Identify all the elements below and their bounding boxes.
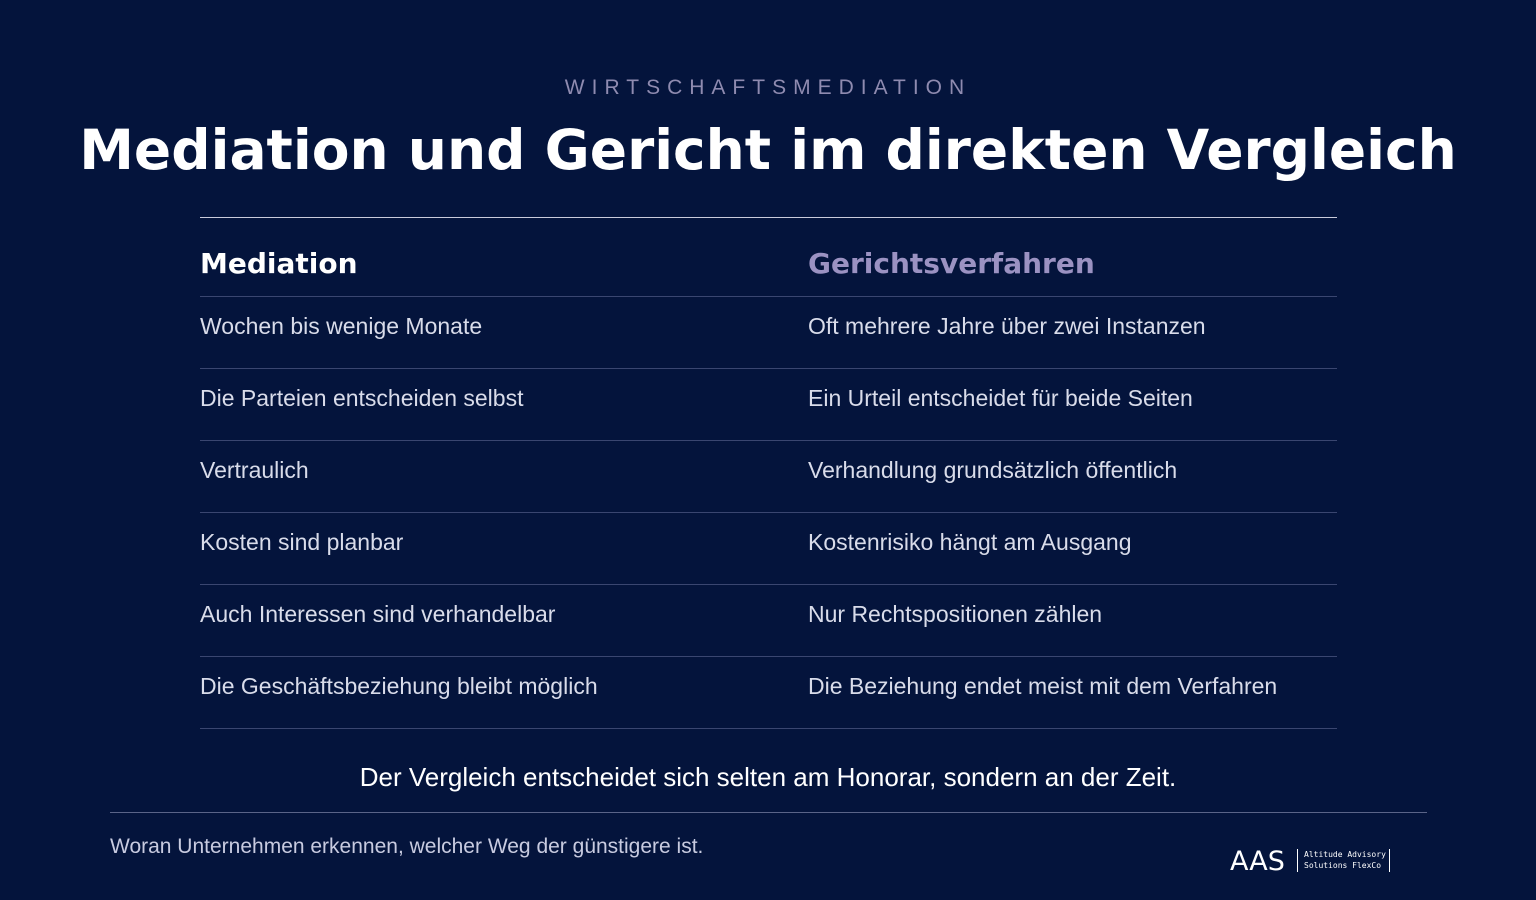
- cell-mediation: Wochen bis wenige Monate: [200, 313, 483, 339]
- logo-line-2: Solutions FlexCo: [1304, 861, 1382, 870]
- cell-court: Oft mehrere Jahre über zwei Instanzen: [808, 313, 1206, 339]
- cell-mediation: Kosten sind planbar: [200, 529, 404, 555]
- logo-wordmark: AAS: [1230, 846, 1285, 877]
- cell-court: Verhandlung grundsätzlich öffentlich: [808, 457, 1178, 483]
- brand-logo: [1230, 846, 1394, 878]
- column-header-court: Gerichtsverfahren: [808, 247, 1095, 280]
- cell-court: Kostenrisiko hängt am Ausgang: [808, 529, 1132, 555]
- cell-court: Die Beziehung endet meist mit dem Verfahren: [808, 673, 1278, 699]
- table-row: [200, 441, 1337, 513]
- table-row: [200, 297, 1337, 369]
- comparison-table: [200, 226, 1337, 729]
- logo-line-1: Altitude Advisory: [1304, 850, 1386, 859]
- table-row: [200, 585, 1337, 657]
- table-row: [200, 369, 1337, 441]
- title-divider: [200, 217, 1337, 218]
- summary-statement: Der Vergleich entscheidet sich selten am Honorar, sondern an der Zeit.: [359, 762, 1177, 792]
- column-header-mediation: Mediation: [200, 247, 358, 280]
- page-title: Mediation und Gericht im direkten Vergleich: [79, 118, 1457, 182]
- cell-mediation: Die Geschäftsbeziehung bleibt möglich: [200, 673, 598, 699]
- cell-mediation: Vertraulich: [200, 457, 309, 483]
- kicker-label: WIRTSCHAFTSMEDIATION: [564, 76, 972, 99]
- table-row: [200, 513, 1337, 585]
- cell-mediation: Die Parteien entscheiden selbst: [200, 385, 524, 411]
- logo-bracket: [1297, 849, 1390, 872]
- footer-divider: [110, 812, 1427, 813]
- footer-caption: Woran Unternehmen erkennen, welcher Weg der günstigere ist.: [110, 835, 704, 858]
- cell-court: Nur Rechtspositionen zählen: [808, 601, 1103, 627]
- table-row: [200, 657, 1337, 729]
- cell-court: Ein Urteil entscheidet für beide Seiten: [808, 385, 1193, 411]
- cell-mediation: Auch Interessen sind verhandelbar: [200, 601, 556, 627]
- table-header-row: [200, 226, 1337, 297]
